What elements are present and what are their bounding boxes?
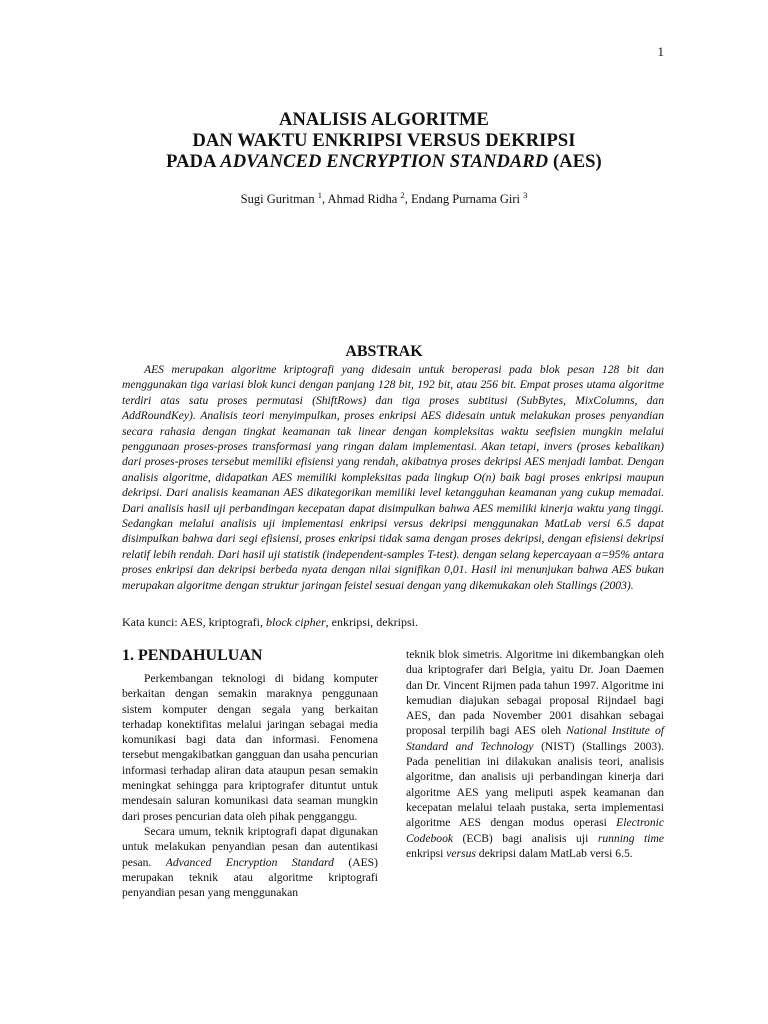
right-column [406, 647, 664, 861]
right-italic-4: versus [446, 846, 476, 860]
abstract-body: AES merupakan algoritme kriptografi yang didesain untuk beroperasi pada blok pesan 128 bit dan menggunakan tiga variasi blok kunci dengan panjang 128 bit, 192 bit, atau 256 bit. Empat proses utama algoritme terdiri atas satu proses permutasi (ShiftRows) dan tiga proses subtitusi (SubBytes, MixColumns, dan AddRoundKey). Analisis teori menyimpulkan, proses enkripsi AES didesain untuk melakukan proses penyandian secara rahasia dengan tingkat keamanan tak linear dengan kompleksitas waktu seefisien mungkin melalui penggunaan proses-proses transformasi yang ringan dalam implementasi. Akan tetapi, invers (proses kebalikan) dari proses-proses tersebut memiliki efisiensi yang rendah, akibatnya proses dekripsi AES menjadi lambat. Dengan analisis algoritme, didapatkan AES memiliki kompleksitas pada lingkup O(n) baik bagi proses enkripsi maupun dekripsi. Dari analisis keamanan AES dikategorikan memiliki level ketangguhan keamanan yang cukup memadai. Dari analisis hasil uji perbandingan kecepatan dapat disimpulkan bahwa AES memiliki kinerja waktu yang tinggi. Sedangkan melalui analisis uji implementasi enkripsi versus dekripsi menggunakan MatLab versi 6.5 dapat disimpulkan bahwa dari segi efisiensi, proses enkripsi tidak sama dengan proses dekripsi, dengan efisiensi dekripsi relatif lebih rendah. Dari hasil uji statistik (independent-samples T-test). dengan selang kepercayaan α=95% antara proses enkripsi dan dekripsi berbeda nyata dengan nilai signifikan 0,01. Hasil ini menunjukan bahwa AES bukan merupakan algoritme dengan struktur jaringan feistel sesuai dengan yang dikemukakan oleh Stallings (2003). [122, 363, 664, 592]
page-number: 1 [657, 44, 664, 59]
paper-title [0, 110, 768, 173]
para2-text-b: (AES [333, 855, 375, 869]
paragraph [122, 824, 378, 900]
keywords-suffix: , enkripsi, dekripsi. [325, 615, 418, 629]
para2-text-a: Secara umum, teknik kriptografi dapat digunakan untuk melakukan penyandian pesan dan autentikasi pesan. [122, 824, 378, 869]
title-line-3 [0, 152, 768, 173]
author-name: Sugi Guritman [240, 192, 315, 207]
para2-italic: Advanced Encryption Standard [165, 855, 334, 869]
right-text-b: (NIST) (Stallings 2003). Pada penelitian ini dilakukan analisis teori, analisis algoritme, dan analisis uji perbandingan kinerja dari algoritme AES yang meliputi aspek keamanan dan kecepatan melalui telaah pustaka, serta implementasi algoritme AES dengan modus operasi [406, 739, 664, 830]
right-italic-2: Electronic Codebook [406, 816, 664, 845]
author-separator: , [404, 192, 411, 207]
author-list [0, 190, 768, 207]
author-name: Endang Purnama Giri [410, 192, 520, 207]
author-affiliation: 2 [400, 190, 405, 200]
author-affiliation: 3 [523, 190, 528, 200]
right-italic-3: running time [597, 831, 664, 845]
section-heading: 1. PENDAHULUAN [122, 647, 263, 664]
title-line-3-suffix: (AES) [548, 152, 602, 172]
right-text-e: dekripsi dalam MatLab versi 6.5. [475, 846, 633, 860]
abstract-heading: ABSTRAK [345, 343, 423, 360]
para2-text-c: ) merupakan teknik atau algoritme kriptografi penyandian pesan yang menggunakan [122, 855, 378, 900]
title-line-1: ANALISIS ALGORITME [279, 110, 489, 130]
keywords [122, 614, 664, 630]
right-text-c: (ECB) bagi analisis uji [453, 831, 598, 845]
keywords-prefix: Kata kunci: AES, kriptografi, [122, 615, 266, 629]
author-affiliation: 1 [317, 190, 322, 200]
left-column [122, 647, 378, 900]
title-line-3-italic: ADVANCED ENCRYPTION STANDARD [220, 152, 549, 172]
paragraph: Perkembangan teknologi di bidang komputer berkaitan dengan semakin maraknya penggunaan sistem komputer dengan segala yang berkaitan terhadap konektifitas melalui jaringan sebagai media komunikasi bagi data dan informasi. Fenomena tersebut mengakibatkan gangguan dan usaha pencurian informasi terhadap aliran data ataupun pesan semakin meningkat sehingga para kriptografer dituntut untuk mendesain saluran komunikasi data seaman mungkin dari proses pencurian data oleh pihak pengganggu. [122, 672, 378, 823]
author-separator: , [321, 192, 328, 207]
right-italic-1: National Institute of Standard and Technology [406, 724, 664, 753]
right-text-a: teknik blok simetris. Algoritme ini dikembangkan oleh dua kriptografer dari Belgia, yaitu Dr. Joan Daemen dan Dr. Vincent Rijmen pada tahun 1997. Algoritme ini kemudian diajukan sebagai proposal Rijndael bagi AES, dan pada November 2001 disahkan sebagai proposal terpilih bagi AES oleh [406, 648, 664, 738]
title-line-2: DAN WAKTU ENKRIPSI VERSUS DEKRIPSI [192, 131, 576, 151]
author-name: Ahmad Ridha [327, 192, 398, 207]
keywords-italic: block cipher [265, 615, 326, 629]
title-line-3-prefix: PADA [166, 152, 221, 172]
right-text-d: enkripsi [406, 846, 447, 860]
paragraph [406, 647, 664, 861]
